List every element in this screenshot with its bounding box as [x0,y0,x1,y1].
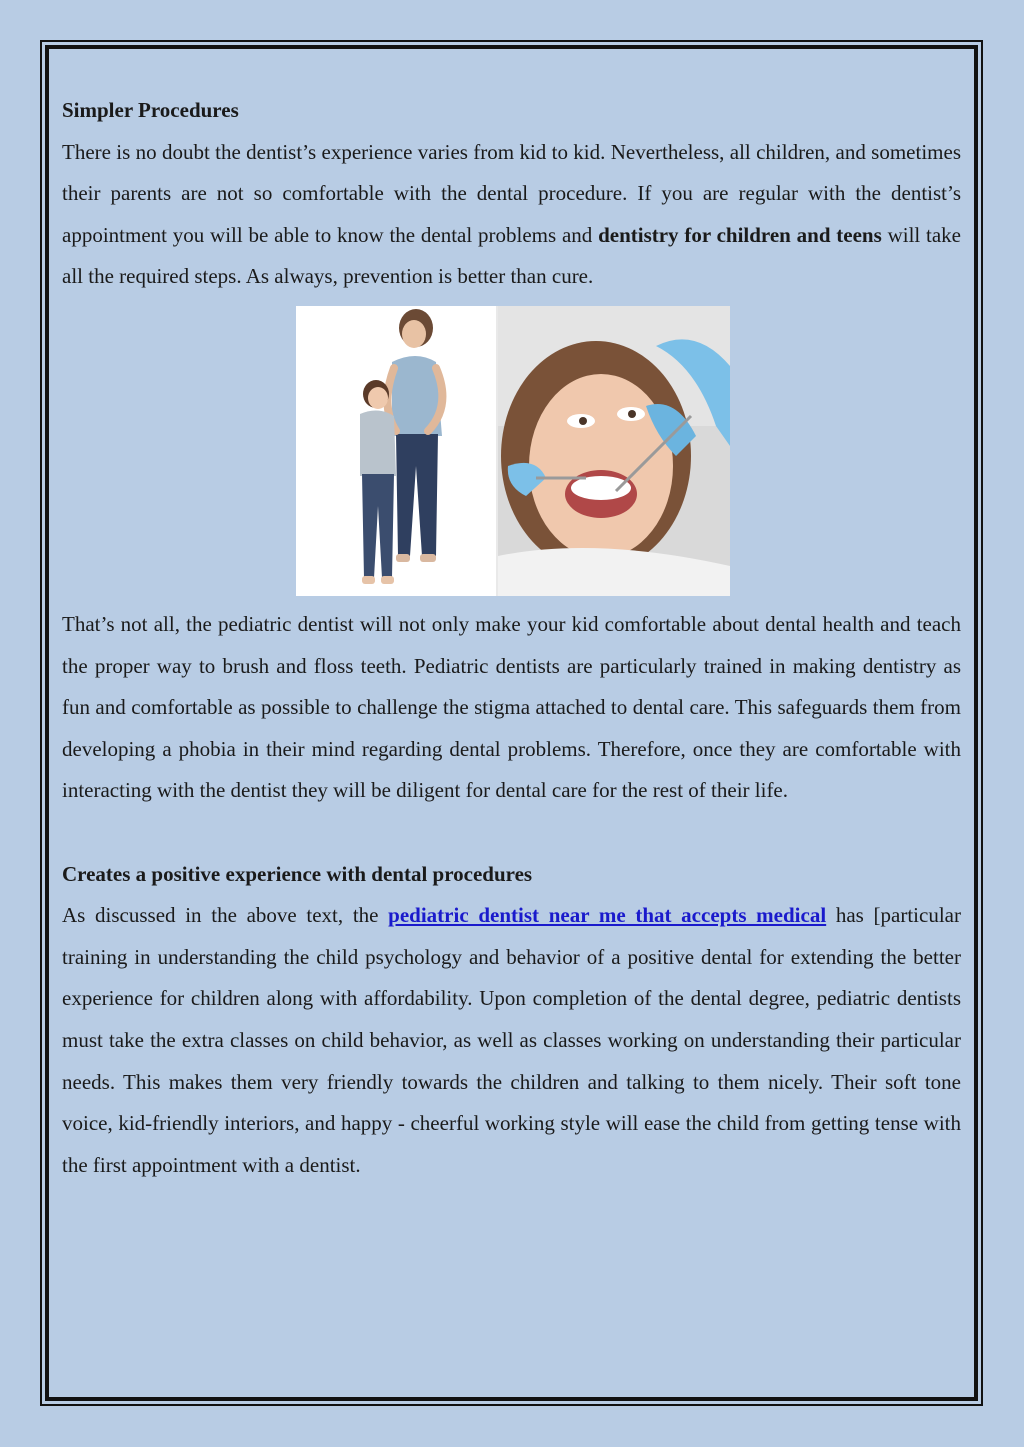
section-spacer [62,812,961,854]
paragraph-text: will take all the required steps. As always, prevention is better than cure. [62,222,962,289]
paragraph-positive-experience [62,895,961,1186]
child-dental-exam-image [498,306,730,596]
bold-phrase: dentistry for children and teens [598,222,882,247]
paragraph-text: As discussed in the above text, the [62,903,389,928]
section-heading-simpler-procedures: Simpler Procedures [62,98,239,122]
document-body [62,90,961,1186]
paragraph-simpler-procedures [62,132,961,298]
pediatric-dentist-link[interactable]: pediatric dentist near me that accepts medical [388,903,827,928]
section-heading-positive-experience: Creates a positive experience with dental procedures [62,861,533,886]
paragraph-text: There is no doubt the dentist’s experience varies from kid to kid. Nevertheless, all children, and sometimes their parents are not so comfortable with the dental procedure. If you are regular with the dentist’s appointment you will be able to know the dental problems and [62,139,961,247]
dental-photo-collage [296,306,730,596]
paragraph-pediatric-dentist: That’s not all, the pediatric dentist will not only make your kid comfortable about dental health and teach the proper way to brush and floss teeth. Pediatric dentists are particularly trained in making dentistry as fun and comfortable as possible to challenge the stigma attached to dental care. This safeguards them from developing a phobia in their mind regarding dental problems. Therefore, once they are comfortable with interacting with the dentist they will be diligent for dental care for the rest of their life. [62,611,961,803]
paragraph-text: has [particular training in understanding the child psychology and behavior of a positive dental for extending the better experience for children along with affordability. Upon completion of the dental degree, pediatric dentists must take the extra classes on child behavior, as well as classes working on understanding their particular needs. This makes them very friendly towards the children and talking to them nicely. Their soft tone voice, kid-friendly interiors, and happy - cheerful working style will ease the child from getting tense with the first appointment with a dentist. [62,903,961,1177]
mother-daughter-image [296,306,496,596]
